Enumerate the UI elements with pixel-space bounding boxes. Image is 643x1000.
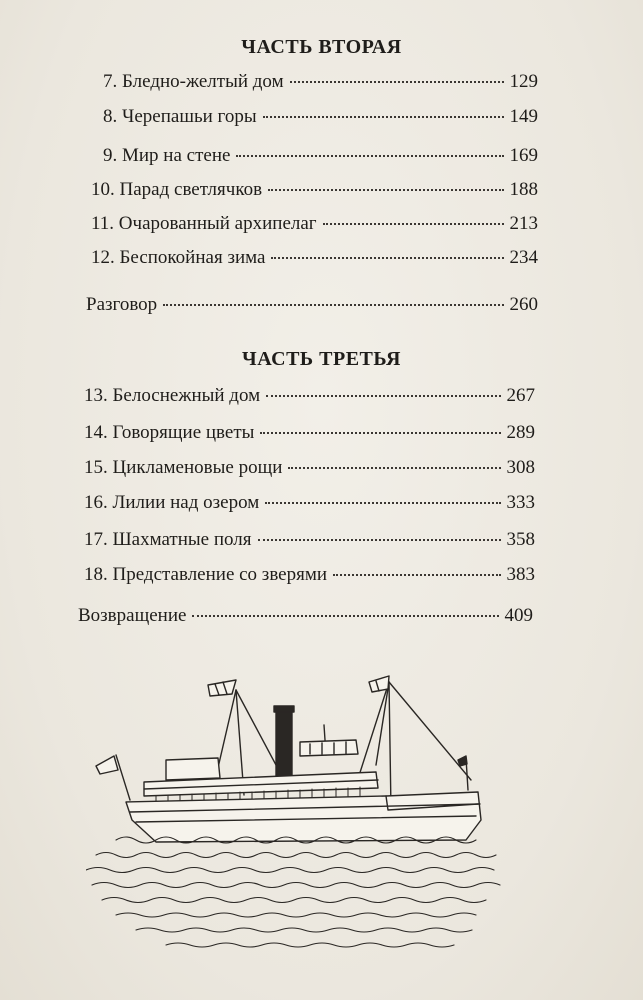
toc-entry-label: 16. Лилии над озером bbox=[84, 492, 260, 513]
part-two-title: ЧАСТЬ ВТОРАЯ bbox=[241, 36, 402, 58]
dot-leader bbox=[265, 502, 500, 504]
toc-entry-page: 289 bbox=[506, 422, 535, 443]
dot-leader bbox=[192, 615, 498, 617]
toc-entry-page: 260 bbox=[509, 294, 538, 315]
toc-entry bbox=[84, 421, 535, 445]
dot-leader bbox=[333, 574, 500, 576]
toc-entry-page: 169 bbox=[509, 145, 538, 166]
toc-entry-label: Разговор bbox=[86, 294, 158, 315]
toc-entry-label: 18. Представление со зверями bbox=[84, 564, 328, 585]
toc-entry bbox=[84, 528, 535, 552]
dot-leader bbox=[268, 189, 503, 191]
steamship-illustration-icon bbox=[86, 670, 506, 970]
dot-leader bbox=[258, 539, 501, 541]
toc-entry-page: 308 bbox=[506, 457, 535, 478]
dot-leader bbox=[260, 432, 500, 434]
toc-entry bbox=[84, 384, 535, 408]
toc-entry bbox=[84, 563, 535, 587]
dot-leader bbox=[163, 304, 503, 306]
toc-entry-page: 129 bbox=[509, 71, 538, 92]
toc-interlude bbox=[78, 604, 533, 628]
toc-entry-page: 267 bbox=[506, 385, 535, 406]
toc-entry-page: 188 bbox=[509, 179, 538, 200]
toc-entry-label: 12. Беспокойная зима bbox=[91, 247, 266, 268]
toc-entry bbox=[91, 246, 538, 270]
toc-entry-page: 409 bbox=[504, 605, 533, 626]
dot-leader bbox=[266, 395, 500, 397]
toc-entry bbox=[103, 105, 538, 129]
toc-entry bbox=[91, 178, 538, 202]
toc-entry-label: 15. Цикламеновые рощи bbox=[84, 457, 283, 478]
dot-leader bbox=[271, 257, 503, 259]
dot-leader bbox=[288, 467, 500, 469]
toc-interlude bbox=[86, 293, 538, 317]
toc-entry-page: 149 bbox=[509, 106, 538, 127]
toc-entry bbox=[91, 212, 538, 236]
dot-leader bbox=[323, 223, 504, 225]
toc-entry-label: 7. Бледно-желтый дом bbox=[103, 71, 284, 92]
dot-leader bbox=[263, 116, 504, 118]
toc-entry-page: 383 bbox=[506, 564, 535, 585]
toc-entry-page: 213 bbox=[509, 213, 538, 234]
toc-entry bbox=[84, 456, 535, 480]
toc-entry-label: 10. Парад светлячков bbox=[91, 179, 263, 200]
toc-entry-page: 333 bbox=[506, 492, 535, 513]
toc-entry-page: 358 bbox=[506, 529, 535, 550]
toc-entry-label: Возвращение bbox=[78, 605, 187, 626]
dot-leader bbox=[290, 81, 504, 83]
toc-entry bbox=[103, 70, 538, 94]
dot-leader bbox=[236, 155, 503, 157]
toc-entry bbox=[103, 144, 538, 168]
toc-entry-label: 14. Говорящие цветы bbox=[84, 422, 255, 443]
toc-entry-page: 234 bbox=[509, 247, 538, 268]
toc-entry-label: 11. Очарованный архипелаг bbox=[91, 213, 317, 234]
toc-entry-label: 17. Шахматные поля bbox=[84, 529, 252, 550]
toc-entry-label: 13. Белоснежный дом bbox=[84, 385, 261, 406]
part-three-title: ЧАСТЬ ТРЕТЬЯ bbox=[242, 348, 401, 370]
toc-entry-label: 9. Мир на стене bbox=[103, 145, 231, 166]
toc-entry-label: 8. Черепашьи горы bbox=[103, 106, 257, 127]
toc-entry bbox=[84, 491, 535, 515]
